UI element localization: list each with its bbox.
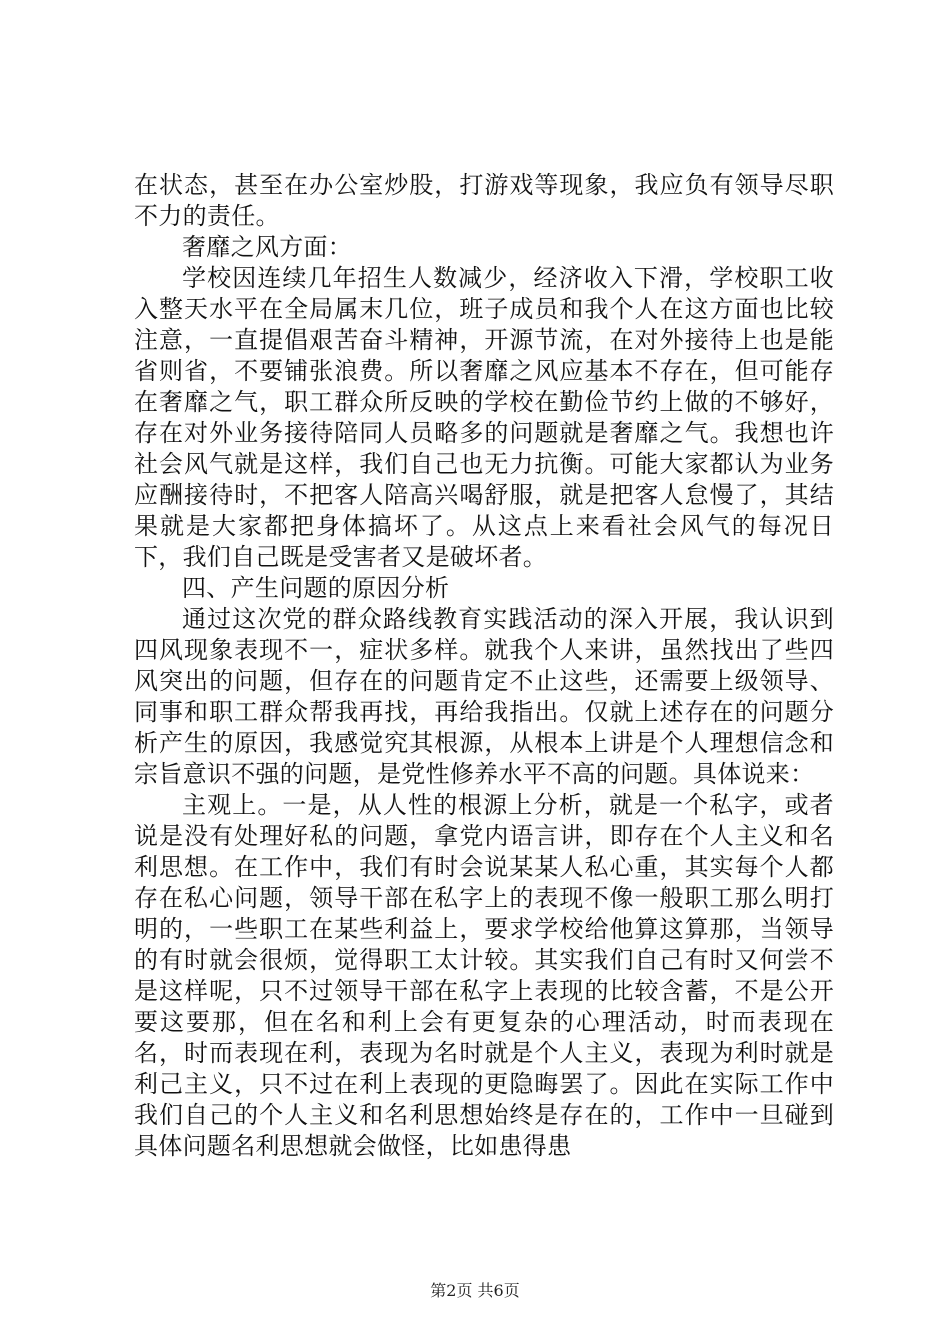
paragraph-extravagance-detail: 学校因连续几年招生人数减少，经济收入下滑，学校职工收入整天水平在全局属末几位，班子成员和我个人在这方面也比较注意，一直提倡艰苦奋斗精神，开源节流，在对外接待上也是能省则省，不要铺张浪费。所以奢靡之风应基本不存在，但可能存在奢靡之气，职工群众所反映的学校在勤俭节约上做的不够好，存在对外业务接待陪同人员略多的问题就是奢靡之气。我想也许社会风气就是这样，我们自己也无力抗衡。可能大家都认为业务应酬接待时，不把客人陪高兴喝舒服，就是把客人怠慢了，其结果就是大家都把身体搞坏了。从这点上来看社会风气的每况日下，我们自己既是受害者又是破坏者。 [134, 264, 834, 571]
section-heading-cause-analysis: 四、产生问题的原因分析 [182, 574, 450, 602]
document-body [134, 170, 834, 1162]
paragraph-cause-overview: 通过这次党的群众路线教育实践活动的深入开展，我认识到四风现象表现不一，症状多样。就我个人来讲，虽然找出了些四风突出的问题，但存在的问题肯定不止这些，还需要上级领导、同事和职工群众帮我再找，再给我指出。仅就上述存在的问题分析产生的原因，我感觉究其根源，从根本上讲是个人理想信念和宗旨意识不强的问题，是党性修养水平不高的问题。具体说来： [134, 605, 834, 788]
page-number-footer: 第2页 共6页 [430, 1281, 520, 1300]
paragraph-continued: 在状态，甚至在办公室炒股，打游戏等现象，我应负有领导尽职不力的责任。 [134, 171, 834, 230]
paragraph-heading-extravagance: 奢靡之风方面： [182, 233, 353, 261]
paragraph-subjective-causes: 主观上。一是，从人性的根源上分析，就是一个私字，或者说是没有处理好私的问题，拿党内语言讲，即存在个人主义和名利思想。在工作中，我们有时会说某某人私心重，其实每个人都存在私心问题，领导干部在私字上的表现不像一般职工那么明打明的，一些职工在某些利益上，要求学校给他算这算那，当领导的有时就会很烦，觉得职工太计较。其实我们自己有时又何尝不是这样呢，只不过领导干部在私字上表现的比较含蓄，不是公开要这要那，但在名和利上会有更复杂的心理活动，时而表现在名，时而表现在利，表现为名时就是个人主义，表现为利时就是利己主义，只不过在利上表现的更隐晦罢了。因此在实际工作中我们自己的个人主义和名利思想始终是存在的，工作中一旦碰到具体问题名利思想就会做怪，比如患得患 [134, 791, 834, 1160]
